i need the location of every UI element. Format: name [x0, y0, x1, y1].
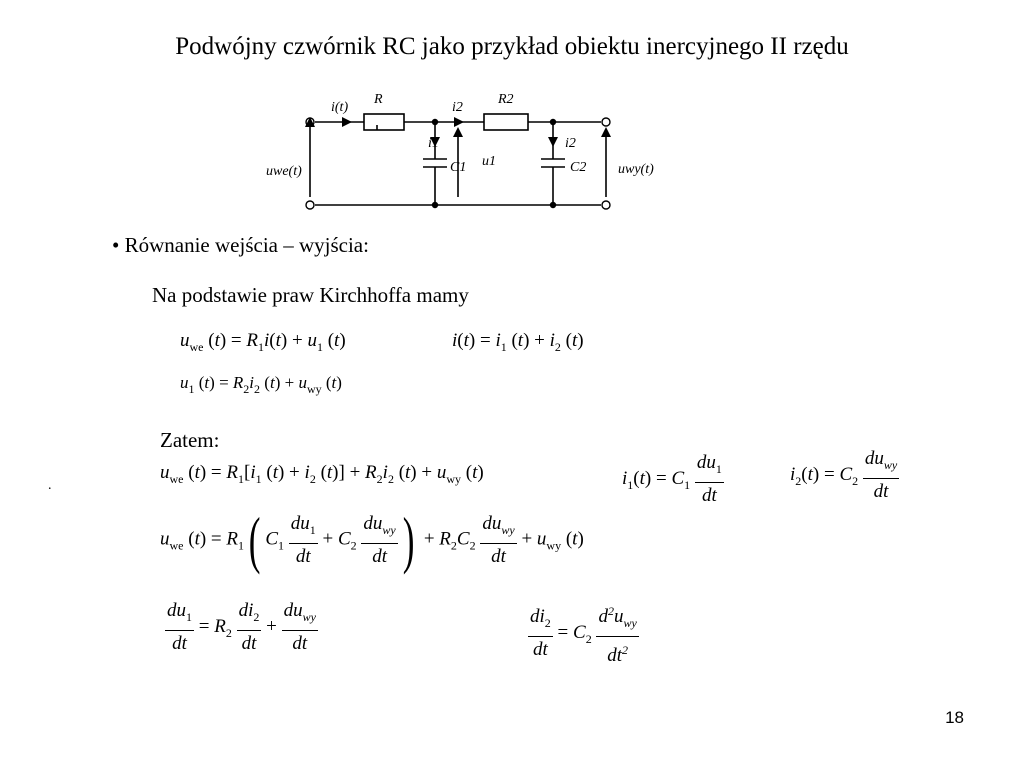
stray-dot: . [48, 478, 52, 493]
equation-kvl-1: $u_{we}$ $(t) = R_1i(t) + u_1$ (t) [180, 330, 346, 354]
equation-combined: $u_{we}$ $(t) = R_1$( $C_1$ $\frac{du_1}{dt}$ + $C_2$ $du_{wy}$ dt ) + $R_2C_2$ $du_{wy}$ dt + $u_{wy}$ (t) [160, 504, 584, 575]
label-c2: C2 [570, 160, 587, 175]
equation-kvl-2: $u_1$ $(t) = R_2i_2$ $(t) + u_{wy}$ (t) [180, 373, 342, 396]
equation-substituted: $u_{we}$ $(t) = R_1[i_1$ $(t) + i_2$ $(t)] + R_2i_2$ $(t) + u_{wy}$ (t) [160, 462, 484, 486]
label-r2: R2 [498, 92, 514, 107]
label-c1: C1 [450, 160, 467, 175]
label-r: R [374, 92, 383, 107]
bullet-input-output: • Równanie wejścia – wyjścia: [112, 233, 369, 257]
equation-i2-capacitor: $i_2(t) = C_2$ $du_{wy}$ dt [790, 448, 898, 502]
rc-circuit-diagram [260, 85, 680, 220]
label-i-t: i(t) [331, 100, 349, 115]
zatem-label: Zatem: [160, 428, 220, 452]
resistor-r2 [484, 114, 528, 130]
label-i2-right: i2 [565, 136, 576, 151]
kirchhoff-intro: Na podstawie praw Kirchhoffa mamy [152, 283, 469, 307]
equation-du1-dt: $\frac{du_1}{dt}$ = $R_2$ $\frac{di_2}{dt}$ + $du_{wy}$ dt [167, 600, 316, 654]
page-number: 18 [945, 708, 964, 727]
slide-title: Podwójny czwórnik RC jako przykład obiektu inercyjnego II rzędu [175, 33, 849, 60]
label-u-we: uwe(t) [266, 164, 302, 179]
label-i2-top: i2 [452, 100, 463, 115]
equation-di2-dt: $\frac{di_2}{dt}$ = $C_2$ $d^2u_{wy}$ $dt^2$ [528, 598, 639, 669]
label-u-wy: uwy(t) [618, 162, 654, 177]
label-u1: u1 [482, 154, 496, 169]
equation-kcl: $i(t) = i_1$ $(t) + i_2$ (t) [452, 330, 584, 354]
resistor-r [364, 114, 404, 130]
equation-i1-capacitor: $i_1(t) = C_1$ $\frac{du_1}{dt}$ [622, 452, 722, 506]
label-i1: i1 [428, 136, 439, 151]
